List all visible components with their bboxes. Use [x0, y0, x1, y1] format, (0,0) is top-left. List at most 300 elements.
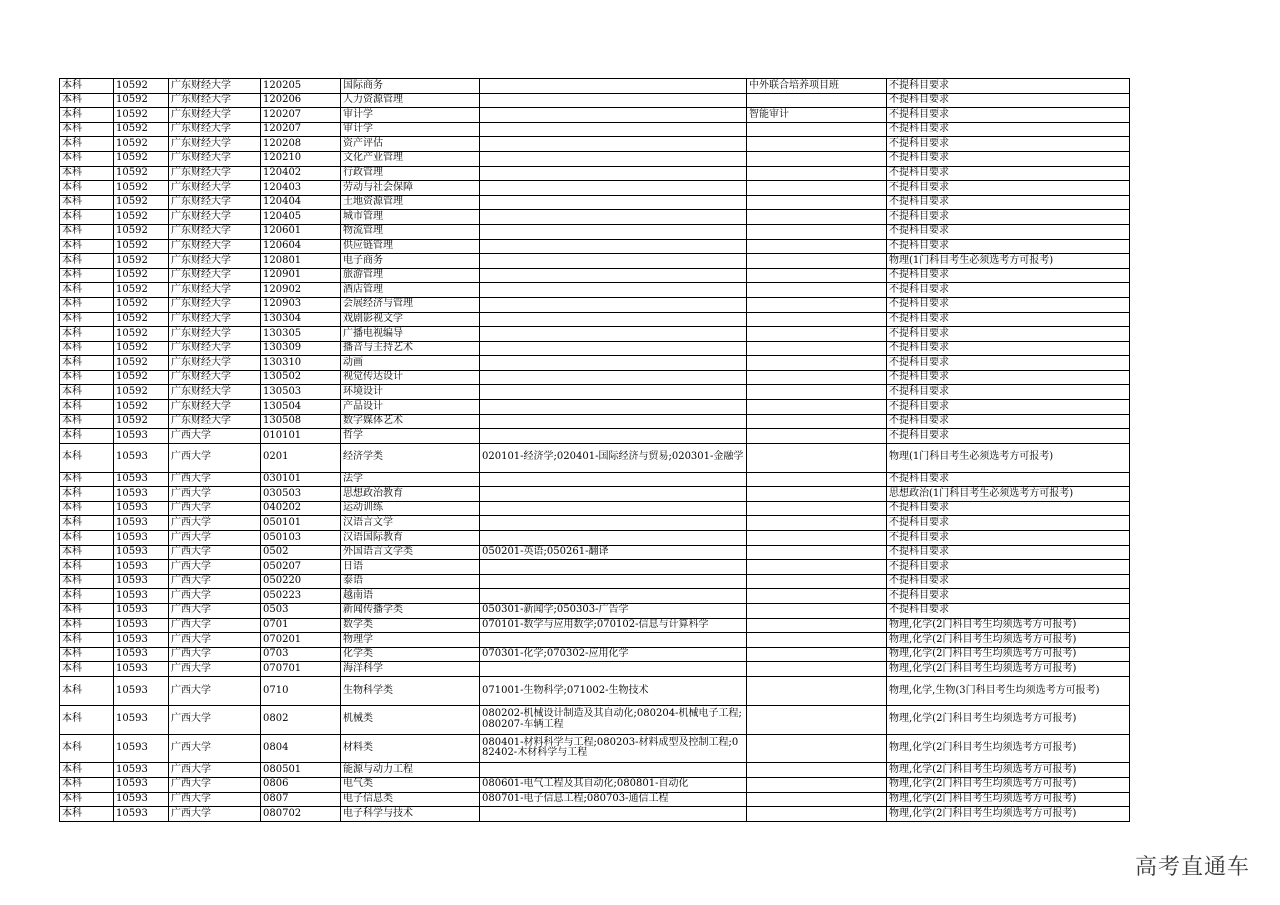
subject-requirement-cell: 不提科目要求	[887, 560, 1130, 575]
subject-requirement-cell: 不提科目要求	[887, 283, 1130, 298]
level-cell: 本科	[60, 603, 114, 618]
major-code-cell: 0807	[261, 792, 341, 807]
remark-cell: 中外联合培养项目班	[747, 79, 887, 94]
level-cell: 本科	[60, 734, 114, 763]
level-cell: 本科	[60, 429, 114, 444]
school-name-cell: 广西大学	[169, 501, 261, 516]
included-majors-cell	[480, 108, 747, 123]
included-majors-cell	[480, 268, 747, 283]
table-row	[60, 429, 1130, 444]
major-code-cell: 120901	[261, 268, 341, 283]
school-name-cell: 广东财经大学	[169, 181, 261, 196]
major-code-cell: 050220	[261, 574, 341, 589]
major-code-cell: 120604	[261, 239, 341, 254]
remark-cell	[747, 763, 887, 778]
table-row	[60, 676, 1130, 705]
included-majors-cell	[480, 210, 747, 225]
major-code-cell: 130503	[261, 385, 341, 400]
subject-requirement-cell: 不提科目要求	[887, 501, 1130, 516]
level-cell: 本科	[60, 443, 114, 472]
remark-cell	[747, 792, 887, 807]
major-code-cell: 120403	[261, 181, 341, 196]
school-code-cell: 10593	[114, 618, 169, 633]
included-majors-cell: 080202-机械设计制造及其自动化;080204-机械电子工程;080207-车辆工程	[480, 705, 747, 734]
subject-requirement-cell: 不提科目要求	[887, 108, 1130, 123]
level-cell: 本科	[60, 705, 114, 734]
school-code-cell: 10593	[114, 429, 169, 444]
school-name-cell: 广西大学	[169, 705, 261, 734]
level-cell: 本科	[60, 93, 114, 108]
table-row	[60, 210, 1130, 225]
school-name-cell: 广东财经大学	[169, 79, 261, 94]
remark-cell	[747, 195, 887, 210]
remark-cell	[747, 137, 887, 152]
level-cell: 本科	[60, 472, 114, 487]
major-name-cell: 行政管理	[341, 166, 480, 181]
remark-cell	[747, 633, 887, 648]
table-row	[60, 181, 1130, 196]
subject-requirement-cell: 不提科目要求	[887, 472, 1130, 487]
school-name-cell: 广东财经大学	[169, 312, 261, 327]
school-name-cell: 广东财经大学	[169, 254, 261, 269]
table-row	[60, 501, 1130, 516]
major-name-cell: 广播电视编导	[341, 327, 480, 342]
included-majors-cell: 080601-电气工程及其自动化;080801-自动化	[480, 777, 747, 792]
remark-cell	[747, 472, 887, 487]
table-row	[60, 472, 1130, 487]
subject-requirement-cell: 不提科目要求	[887, 400, 1130, 415]
major-name-cell: 汉语言文学	[341, 516, 480, 531]
watermark-text: 高考直通车	[1134, 855, 1250, 880]
school-name-cell: 广西大学	[169, 647, 261, 662]
school-code-cell: 10592	[114, 327, 169, 342]
table-row	[60, 108, 1130, 123]
school-name-cell: 广东财经大学	[169, 327, 261, 342]
major-code-cell: 080702	[261, 807, 341, 822]
school-code-cell: 10593	[114, 545, 169, 560]
major-code-cell: 050223	[261, 589, 341, 604]
level-cell: 本科	[60, 327, 114, 342]
school-name-cell: 广东财经大学	[169, 137, 261, 152]
major-code-cell: 130304	[261, 312, 341, 327]
level-cell: 本科	[60, 224, 114, 239]
school-code-cell: 10592	[114, 181, 169, 196]
remark-cell	[747, 531, 887, 546]
school-code-cell: 10593	[114, 633, 169, 648]
included-majors-cell	[480, 195, 747, 210]
major-name-cell: 日语	[341, 560, 480, 575]
level-cell: 本科	[60, 618, 114, 633]
subject-requirement-cell: 物理,化学(2门科目考生均须选考方可报考)	[887, 633, 1130, 648]
school-code-cell: 10593	[114, 472, 169, 487]
table-row	[60, 283, 1130, 298]
level-cell: 本科	[60, 560, 114, 575]
subject-requirement-cell: 不提科目要求	[887, 312, 1130, 327]
level-cell: 本科	[60, 487, 114, 502]
remark-cell	[747, 93, 887, 108]
school-code-cell: 10593	[114, 501, 169, 516]
included-majors-cell	[480, 327, 747, 342]
subject-requirement-cell: 不提科目要求	[887, 122, 1130, 137]
major-code-cell: 0802	[261, 705, 341, 734]
school-name-cell: 广东财经大学	[169, 283, 261, 298]
included-majors-cell	[480, 763, 747, 778]
table-row	[60, 734, 1130, 763]
remark-cell	[747, 676, 887, 705]
subject-requirement-cell: 不提科目要求	[887, 181, 1130, 196]
school-code-cell: 10592	[114, 312, 169, 327]
subject-requirement-cell: 物理,化学,生物(3门科目考生均须选考方可报考)	[887, 676, 1130, 705]
school-name-cell: 广东财经大学	[169, 151, 261, 166]
school-code-cell: 10592	[114, 79, 169, 94]
subject-requirement-cell: 物理,化学(2门科目考生均须选考方可报考)	[887, 705, 1130, 734]
major-code-cell: 130310	[261, 356, 341, 371]
major-name-cell: 汉语国际教育	[341, 531, 480, 546]
level-cell: 本科	[60, 181, 114, 196]
level-cell: 本科	[60, 137, 114, 152]
included-majors-cell	[480, 633, 747, 648]
school-code-cell: 10593	[114, 560, 169, 575]
subject-requirement-cell: 不提科目要求	[887, 224, 1130, 239]
subject-requirement-cell: 不提科目要求	[887, 589, 1130, 604]
major-name-cell: 数字媒体艺术	[341, 414, 480, 429]
subject-requirement-cell: 不提科目要求	[887, 341, 1130, 356]
table-row	[60, 341, 1130, 356]
included-majors-cell	[480, 531, 747, 546]
school-name-cell: 广西大学	[169, 777, 261, 792]
remark-cell	[747, 254, 887, 269]
major-code-cell: 0701	[261, 618, 341, 633]
subject-requirement-cell: 物理(1门科目考生必须选考方可报考)	[887, 254, 1130, 269]
school-name-cell: 广东财经大学	[169, 341, 261, 356]
school-code-cell: 10592	[114, 370, 169, 385]
school-code-cell: 10593	[114, 531, 169, 546]
remark-cell	[747, 224, 887, 239]
remark-cell	[747, 734, 887, 763]
subject-requirement-cell: 物理,化学(2门科目考生均须选考方可报考)	[887, 792, 1130, 807]
included-majors-cell	[480, 137, 747, 152]
major-code-cell: 120207	[261, 108, 341, 123]
school-name-cell: 广西大学	[169, 443, 261, 472]
subject-requirement-cell: 物理(1门科目考生必须选考方可报考)	[887, 443, 1130, 472]
school-name-cell: 广西大学	[169, 429, 261, 444]
school-code-cell: 10593	[114, 734, 169, 763]
school-name-cell: 广东财经大学	[169, 370, 261, 385]
remark-cell	[747, 560, 887, 575]
remark-cell	[747, 356, 887, 371]
major-name-cell: 电子商务	[341, 254, 480, 269]
level-cell: 本科	[60, 400, 114, 415]
school-name-cell: 广东财经大学	[169, 166, 261, 181]
remark-cell	[747, 662, 887, 677]
table-row	[60, 662, 1130, 677]
major-name-cell: 旅游管理	[341, 268, 480, 283]
remark-cell: 智能审计	[747, 108, 887, 123]
school-name-cell: 广西大学	[169, 633, 261, 648]
major-name-cell: 人力资源管理	[341, 93, 480, 108]
major-name-cell: 机械类	[341, 705, 480, 734]
table-row	[60, 137, 1130, 152]
level-cell: 本科	[60, 239, 114, 254]
included-majors-cell	[480, 297, 747, 312]
included-majors-cell	[480, 151, 747, 166]
major-code-cell: 120207	[261, 122, 341, 137]
level-cell: 本科	[60, 633, 114, 648]
level-cell: 本科	[60, 370, 114, 385]
subject-requirement-cell: 不提科目要求	[887, 545, 1130, 560]
school-code-cell: 10592	[114, 414, 169, 429]
remark-cell	[747, 414, 887, 429]
school-code-cell: 10592	[114, 224, 169, 239]
school-code-cell: 10592	[114, 385, 169, 400]
level-cell: 本科	[60, 531, 114, 546]
school-name-cell: 广东财经大学	[169, 108, 261, 123]
level-cell: 本科	[60, 545, 114, 560]
major-code-cell: 0201	[261, 443, 341, 472]
table-row	[60, 487, 1130, 502]
included-majors-cell	[480, 224, 747, 239]
school-code-cell: 10593	[114, 516, 169, 531]
school-code-cell: 10593	[114, 574, 169, 589]
table-row	[60, 356, 1130, 371]
level-cell: 本科	[60, 414, 114, 429]
school-code-cell: 10593	[114, 647, 169, 662]
included-majors-cell: 071001-生物科学;071002-生物技术	[480, 676, 747, 705]
included-majors-cell: 070301-化学;070302-应用化学	[480, 647, 747, 662]
school-code-cell: 10592	[114, 341, 169, 356]
major-name-cell: 海洋科学	[341, 662, 480, 677]
subject-requirement-cell: 思想政治(1门科目考生必须选考方可报考)	[887, 487, 1130, 502]
major-code-cell: 030101	[261, 472, 341, 487]
major-code-cell: 120801	[261, 254, 341, 269]
subject-requirement-cell: 不提科目要求	[887, 239, 1130, 254]
school-name-cell: 广西大学	[169, 618, 261, 633]
school-code-cell: 10592	[114, 254, 169, 269]
major-name-cell: 电气类	[341, 777, 480, 792]
table-row	[60, 763, 1130, 778]
school-name-cell: 广西大学	[169, 472, 261, 487]
major-code-cell: 130502	[261, 370, 341, 385]
major-name-cell: 城市管理	[341, 210, 480, 225]
major-code-cell: 070201	[261, 633, 341, 648]
level-cell: 本科	[60, 254, 114, 269]
table-row	[60, 633, 1130, 648]
major-code-cell: 070701	[261, 662, 341, 677]
remark-cell	[747, 574, 887, 589]
level-cell: 本科	[60, 151, 114, 166]
major-code-cell: 040202	[261, 501, 341, 516]
table-row	[60, 385, 1130, 400]
included-majors-cell	[480, 400, 747, 415]
major-name-cell: 审计学	[341, 108, 480, 123]
school-code-cell: 10592	[114, 356, 169, 371]
major-name-cell: 电子科学与技术	[341, 807, 480, 822]
major-code-cell: 0502	[261, 545, 341, 560]
major-code-cell: 130504	[261, 400, 341, 415]
remark-cell	[747, 443, 887, 472]
school-code-cell: 10592	[114, 400, 169, 415]
school-name-cell: 广西大学	[169, 792, 261, 807]
major-name-cell: 化学类	[341, 647, 480, 662]
included-majors-cell	[480, 385, 747, 400]
subject-requirement-cell: 不提科目要求	[887, 414, 1130, 429]
subject-requirement-cell: 不提科目要求	[887, 574, 1130, 589]
level-cell: 本科	[60, 807, 114, 822]
school-code-cell: 10593	[114, 676, 169, 705]
school-code-cell: 10592	[114, 283, 169, 298]
table-row	[60, 618, 1130, 633]
school-name-cell: 广东财经大学	[169, 385, 261, 400]
school-code-cell: 10592	[114, 166, 169, 181]
school-name-cell: 广东财经大学	[169, 93, 261, 108]
major-name-cell: 能源与动力工程	[341, 763, 480, 778]
school-name-cell: 广西大学	[169, 603, 261, 618]
remark-cell	[747, 647, 887, 662]
subject-requirement-cell: 不提科目要求	[887, 297, 1130, 312]
remark-cell	[747, 239, 887, 254]
school-name-cell: 广东财经大学	[169, 195, 261, 210]
included-majors-cell: 050301-新闻学;050303-广告学	[480, 603, 747, 618]
included-majors-cell	[480, 356, 747, 371]
subject-requirement-cell: 物理,化学(2门科目考生均须选考方可报考)	[887, 777, 1130, 792]
school-code-cell: 10593	[114, 487, 169, 502]
school-name-cell: 广西大学	[169, 574, 261, 589]
subject-requirement-cell: 不提科目要求	[887, 531, 1130, 546]
included-majors-cell	[480, 370, 747, 385]
remark-cell	[747, 589, 887, 604]
level-cell: 本科	[60, 108, 114, 123]
remark-cell	[747, 181, 887, 196]
school-code-cell: 10592	[114, 195, 169, 210]
major-code-cell: 120205	[261, 79, 341, 94]
remark-cell	[747, 312, 887, 327]
school-code-cell: 10593	[114, 443, 169, 472]
remark-cell	[747, 122, 887, 137]
major-code-cell: 120206	[261, 93, 341, 108]
level-cell: 本科	[60, 763, 114, 778]
table-row	[60, 224, 1130, 239]
remark-cell	[747, 618, 887, 633]
level-cell: 本科	[60, 792, 114, 807]
level-cell: 本科	[60, 268, 114, 283]
table-row	[60, 531, 1130, 546]
school-code-cell: 10592	[114, 137, 169, 152]
level-cell: 本科	[60, 516, 114, 531]
major-code-cell: 050101	[261, 516, 341, 531]
subject-requirement-cell: 物理,化学(2门科目考生均须选考方可报考)	[887, 618, 1130, 633]
major-code-cell: 050207	[261, 560, 341, 575]
major-name-cell: 运动训练	[341, 501, 480, 516]
school-name-cell: 广西大学	[169, 560, 261, 575]
major-name-cell: 视觉传达设计	[341, 370, 480, 385]
school-code-cell: 10593	[114, 603, 169, 618]
major-name-cell: 劳动与社会保障	[341, 181, 480, 196]
remark-cell	[747, 777, 887, 792]
major-code-cell: 010101	[261, 429, 341, 444]
school-name-cell: 广西大学	[169, 589, 261, 604]
included-majors-cell	[480, 487, 747, 502]
remark-cell	[747, 210, 887, 225]
table-row	[60, 807, 1130, 822]
major-name-cell: 生物科学类	[341, 676, 480, 705]
major-name-cell: 外国语言文学类	[341, 545, 480, 560]
included-majors-cell	[480, 122, 747, 137]
major-name-cell: 动画	[341, 356, 480, 371]
school-code-cell: 10592	[114, 297, 169, 312]
remark-cell	[747, 370, 887, 385]
subject-requirement-cell: 不提科目要求	[887, 385, 1130, 400]
school-code-cell: 10593	[114, 792, 169, 807]
major-name-cell: 数学类	[341, 618, 480, 633]
remark-cell	[747, 400, 887, 415]
subject-requirement-cell: 不提科目要求	[887, 268, 1130, 283]
school-name-cell: 广东财经大学	[169, 356, 261, 371]
major-name-cell: 文化产业管理	[341, 151, 480, 166]
major-name-cell: 物理学	[341, 633, 480, 648]
subject-requirement-cell: 物理,化学(2门科目考生均须选考方可报考)	[887, 763, 1130, 778]
major-name-cell: 材料类	[341, 734, 480, 763]
table-row	[60, 239, 1130, 254]
table-row	[60, 93, 1130, 108]
included-majors-cell: 050201-英语;050261-翻译	[480, 545, 747, 560]
table-row	[60, 327, 1130, 342]
major-name-cell: 法学	[341, 472, 480, 487]
table-row	[60, 166, 1130, 181]
subject-requirement-cell: 不提科目要求	[887, 210, 1130, 225]
school-code-cell: 10592	[114, 93, 169, 108]
remark-cell	[747, 807, 887, 822]
school-name-cell: 广东财经大学	[169, 414, 261, 429]
table-row	[60, 777, 1130, 792]
remark-cell	[747, 603, 887, 618]
included-majors-cell	[480, 254, 747, 269]
subject-requirement-cell: 不提科目要求	[887, 370, 1130, 385]
major-name-cell: 播音与主持艺术	[341, 341, 480, 356]
major-code-cell: 120208	[261, 137, 341, 152]
school-code-cell: 10592	[114, 108, 169, 123]
major-name-cell: 泰语	[341, 574, 480, 589]
subject-requirement-cell: 物理,化学(2门科目考生均须选考方可报考)	[887, 647, 1130, 662]
subject-requirement-cell: 不提科目要求	[887, 327, 1130, 342]
school-name-cell: 广西大学	[169, 545, 261, 560]
table-row	[60, 414, 1130, 429]
included-majors-cell	[480, 501, 747, 516]
school-name-cell: 广西大学	[169, 807, 261, 822]
included-majors-cell: 080701-电子信息工程;080703-通信工程	[480, 792, 747, 807]
school-code-cell: 10592	[114, 268, 169, 283]
school-code-cell: 10593	[114, 763, 169, 778]
school-name-cell: 广东财经大学	[169, 268, 261, 283]
subject-requirement-cell: 不提科目要求	[887, 516, 1130, 531]
subject-requirement-cell: 不提科目要求	[887, 137, 1130, 152]
level-cell: 本科	[60, 122, 114, 137]
included-majors-cell	[480, 181, 747, 196]
level-cell: 本科	[60, 647, 114, 662]
table-row	[60, 792, 1130, 807]
major-name-cell: 越南语	[341, 589, 480, 604]
school-name-cell: 广西大学	[169, 676, 261, 705]
table-row	[60, 400, 1130, 415]
school-code-cell: 10593	[114, 777, 169, 792]
included-majors-cell	[480, 341, 747, 356]
major-name-cell: 供应链管理	[341, 239, 480, 254]
remark-cell	[747, 268, 887, 283]
remark-cell	[747, 166, 887, 181]
major-name-cell: 国际商务	[341, 79, 480, 94]
subject-requirement-cell: 不提科目要求	[887, 93, 1130, 108]
major-code-cell: 0806	[261, 777, 341, 792]
subject-requirement-cell: 物理,化学(2门科目考生均须选考方可报考)	[887, 662, 1130, 677]
